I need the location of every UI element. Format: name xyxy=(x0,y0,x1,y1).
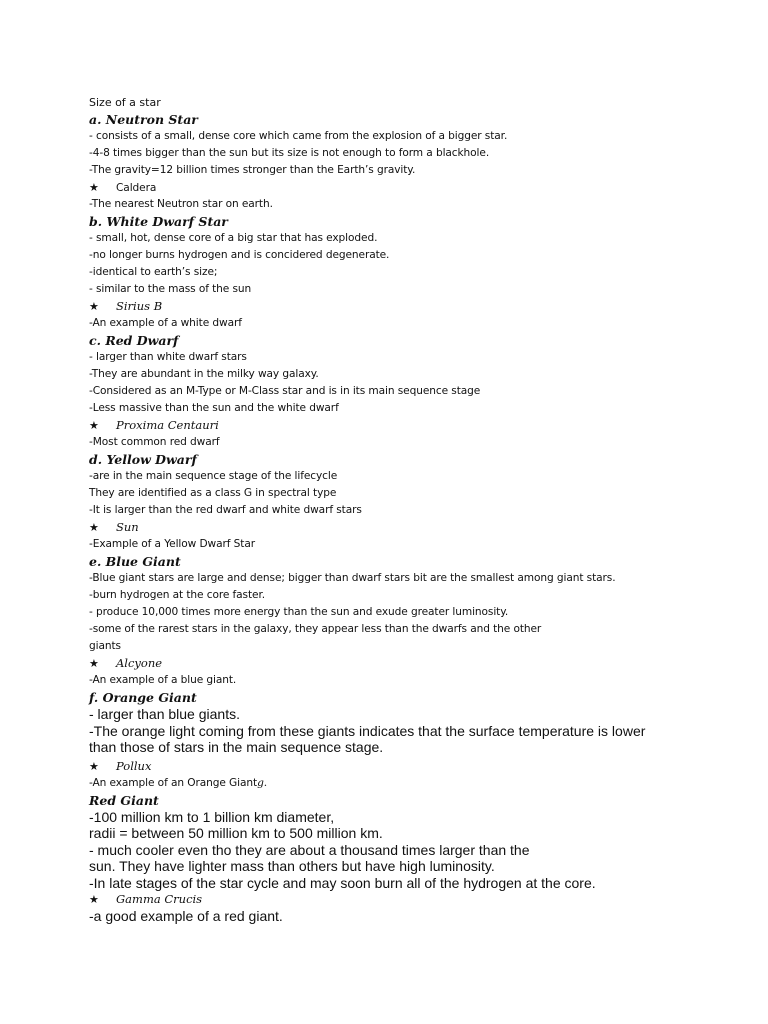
text-line: radii = between 50 million km to 500 million km. xyxy=(89,825,383,841)
heading-red-giant: Red Giant xyxy=(89,792,159,808)
star-bullet-icon: ★ xyxy=(89,419,99,432)
example-note-text: -An example of an Orange Giant xyxy=(89,776,258,789)
document-title: Size of a star xyxy=(89,96,161,109)
text-line: -4-8 times bigger than the sun but its size is not enough to form a blackhole. xyxy=(89,147,490,159)
example-item xyxy=(89,417,689,434)
text-line: - similar to the mass of the sun xyxy=(89,283,252,295)
text-line: - consists of a small, dense core which came from the explosion of a bigger star. xyxy=(89,130,508,142)
example-name: Proxima Centauri xyxy=(116,418,219,432)
example-note: -Most common red dwarf xyxy=(89,436,220,448)
heading-yellow-dwarf: d. Yellow Dwarf xyxy=(89,452,197,467)
star-bullet-icon: ★ xyxy=(89,521,99,534)
text-line: - produce 10,000 times more energy than the sun and exude greater luminosity. xyxy=(89,606,509,618)
example-item xyxy=(89,298,689,315)
heading-white-dwarf: b. White Dwarf Star xyxy=(89,214,228,229)
example-note: -An example of a white dwarf xyxy=(89,317,242,329)
document-page xyxy=(89,94,689,925)
example-name: Sirius B xyxy=(116,299,163,313)
text-line: - much cooler even tho they are about a thousand times larger than the xyxy=(89,841,530,858)
example-item xyxy=(89,655,689,672)
text-line: -Blue giant stars are large and dense; bigger than dwarf stars bit are the smallest among giant stars. xyxy=(89,572,616,584)
heading-orange-giant: f. Orange Giant xyxy=(89,690,197,705)
text-line: -are in the main sequence stage of the lifecycle xyxy=(89,470,338,482)
text-line: -100 million km to 1 billion km diameter, xyxy=(89,808,335,825)
star-bullet-icon: ★ xyxy=(89,300,99,313)
text-line: -They are abundant in the milky way galaxy. xyxy=(89,368,319,380)
text-line: -no longer burns hydrogen and is concidered degenerate. xyxy=(89,249,390,261)
section-marker: g. xyxy=(257,776,268,789)
example-name: Gamma Crucis xyxy=(116,892,203,906)
heading-red-dwarf: c. Red Dwarf xyxy=(89,333,179,348)
example-item xyxy=(89,179,689,196)
text-line: -Considered as an M-Type or M-Class star and is in its main sequence stage xyxy=(89,385,481,397)
example-note: -The nearest Neutron star on earth. xyxy=(89,198,273,210)
text-line: - larger than blue giants. xyxy=(89,706,240,722)
star-bullet-icon: ★ xyxy=(89,181,99,194)
example-item xyxy=(89,758,689,775)
text-line: They are identified as a class G in spectral type xyxy=(89,487,337,499)
text-line: sun. They have lighter mass than others but have high luminosity. xyxy=(89,858,495,874)
example-note xyxy=(89,775,689,792)
example-name: Sun xyxy=(116,520,139,534)
star-bullet-icon: ★ xyxy=(89,893,99,906)
text-line: -Less massive than the sun and the white dwarf xyxy=(89,402,339,414)
text-line: -identical to earth’s size; xyxy=(89,266,218,278)
text-line: - small, hot, dense core of a big star that has exploded. xyxy=(89,232,378,244)
star-bullet-icon: ★ xyxy=(89,759,99,773)
heading-neutron-star: a. Neutron Star xyxy=(89,112,198,127)
example-note: -An example of a blue giant. xyxy=(89,674,237,686)
example-note: -Example of a Yellow Dwarf Star xyxy=(89,538,255,550)
text-line: -some of the rarest stars in the galaxy, they appear less than the dwarfs and the other xyxy=(89,623,542,635)
example-item xyxy=(89,519,689,536)
example-note: -a good example of a red giant. xyxy=(89,908,283,924)
text-line: -burn hydrogen at the core faster. xyxy=(89,589,265,601)
heading-blue-giant: e. Blue Giant xyxy=(89,554,181,569)
text-line: - larger than white dwarf stars xyxy=(89,351,247,363)
text-line: -In late stages of the star cycle and may soon burn all of the hydrogen at the core. xyxy=(89,874,596,891)
example-name: Alcyone xyxy=(116,656,163,670)
text-line: -The gravity=12 billion times stronger than the Earth’s gravity. xyxy=(89,164,416,176)
example-name: Caldera xyxy=(116,182,157,194)
text-paragraph: -The orange light coming from these giants indicates that the surface temperature is lower than those of stars in the main sequence stage. xyxy=(89,722,646,755)
example-item xyxy=(89,891,689,908)
text-line: -It is larger than the red dwarf and white dwarf stars xyxy=(89,504,362,516)
star-bullet-icon: ★ xyxy=(89,657,99,670)
text-line: giants xyxy=(89,640,121,652)
example-name: Pollux xyxy=(116,758,152,773)
